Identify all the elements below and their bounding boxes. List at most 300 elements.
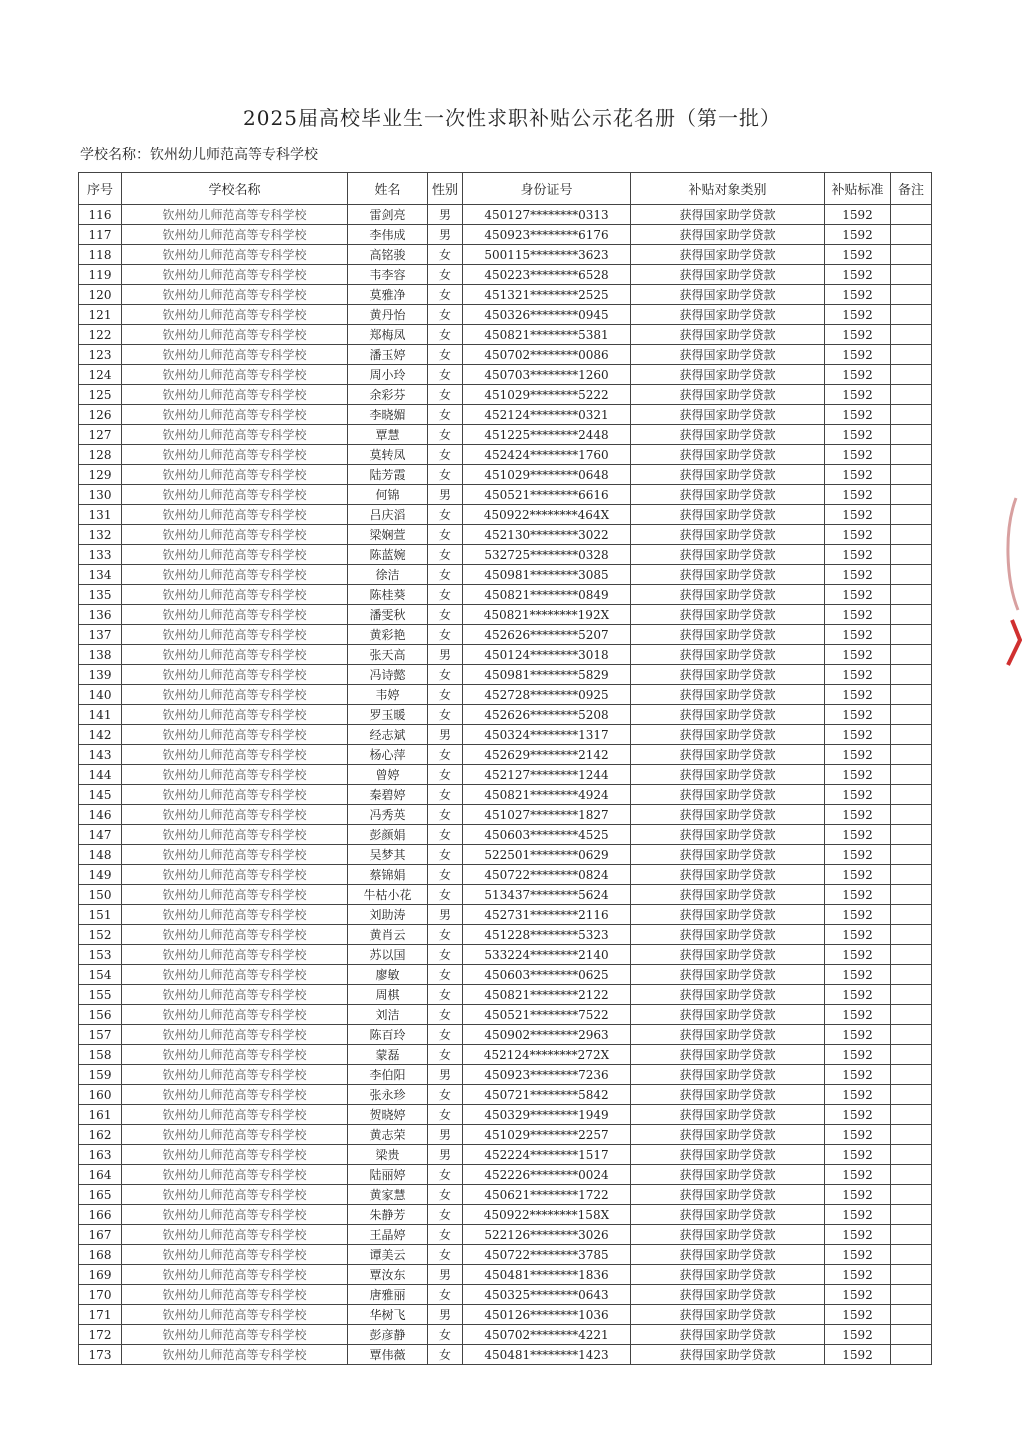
cell-remark bbox=[891, 485, 932, 505]
cell-remark bbox=[891, 1345, 932, 1365]
table-row bbox=[79, 945, 932, 965]
cell-standard: 1592 bbox=[825, 385, 891, 405]
cell-name: 贺晓婷 bbox=[348, 1105, 428, 1125]
cell-gender: 女 bbox=[428, 1165, 463, 1185]
cell-name: 杨心萍 bbox=[348, 745, 428, 765]
cell-id-number: 450821********2122 bbox=[463, 985, 631, 1005]
cell-index: 172 bbox=[79, 1325, 122, 1345]
table-row bbox=[79, 405, 932, 425]
cell-standard: 1592 bbox=[825, 465, 891, 485]
table-row bbox=[79, 1065, 932, 1085]
cell-category: 获得国家助学贷款 bbox=[631, 1185, 825, 1205]
cell-index: 167 bbox=[79, 1225, 122, 1245]
cell-remark bbox=[891, 1325, 932, 1345]
cell-gender: 女 bbox=[428, 1045, 463, 1065]
red-stamp-edge bbox=[996, 490, 1022, 670]
cell-remark bbox=[891, 705, 932, 725]
cell-standard: 1592 bbox=[825, 1245, 891, 1265]
cell-name: 黄志荣 bbox=[348, 1125, 428, 1145]
cell-id-number: 450481********1423 bbox=[463, 1345, 631, 1365]
cell-name: 黄彩艳 bbox=[348, 625, 428, 645]
cell-name: 彭彦静 bbox=[348, 1325, 428, 1345]
cell-name: 秦碧婷 bbox=[348, 785, 428, 805]
cell-name: 覃汝东 bbox=[348, 1265, 428, 1285]
cell-name: 苏以国 bbox=[348, 945, 428, 965]
cell-id-number: 450922********158X bbox=[463, 1205, 631, 1225]
table-row bbox=[79, 725, 932, 745]
cell-gender: 女 bbox=[428, 665, 463, 685]
cell-remark bbox=[891, 1285, 932, 1305]
cell-remark bbox=[891, 865, 932, 885]
document-title: 2025届高校毕业生一次性求职补贴公示花名册（第一批） bbox=[243, 106, 781, 130]
cell-id-number: 450923********7236 bbox=[463, 1065, 631, 1085]
cell-school: 钦州幼儿师范高等专科学校 bbox=[122, 205, 348, 225]
cell-name: 冯诗懿 bbox=[348, 665, 428, 685]
table-row bbox=[79, 825, 932, 845]
cell-name: 朱静芳 bbox=[348, 1205, 428, 1225]
cell-school: 钦州幼儿师范高等专科学校 bbox=[122, 685, 348, 705]
cell-school: 钦州幼儿师范高等专科学校 bbox=[122, 1285, 348, 1305]
cell-remark bbox=[891, 225, 932, 245]
cell-id-number: 452424********1760 bbox=[463, 445, 631, 465]
cell-name: 唐雅丽 bbox=[348, 1285, 428, 1305]
cell-remark bbox=[891, 665, 932, 685]
cell-school: 钦州幼儿师范高等专科学校 bbox=[122, 345, 348, 365]
cell-standard: 1592 bbox=[825, 1005, 891, 1025]
table-row bbox=[79, 745, 932, 765]
cell-id-number: 522126********3026 bbox=[463, 1225, 631, 1245]
cell-id-number: 450603********4525 bbox=[463, 825, 631, 845]
cell-school: 钦州幼儿师范高等专科学校 bbox=[122, 825, 348, 845]
cell-remark bbox=[891, 785, 932, 805]
cell-remark bbox=[891, 445, 932, 465]
cell-index: 146 bbox=[79, 805, 122, 825]
cell-school: 钦州幼儿师范高等专科学校 bbox=[122, 1085, 348, 1105]
cell-remark bbox=[891, 305, 932, 325]
cell-standard: 1592 bbox=[825, 325, 891, 345]
cell-name: 曾婷 bbox=[348, 765, 428, 785]
header-index: 序号 bbox=[79, 173, 122, 205]
cell-category: 获得国家助学贷款 bbox=[631, 805, 825, 825]
cell-category: 获得国家助学贷款 bbox=[631, 665, 825, 685]
cell-id-number: 450603********0625 bbox=[463, 965, 631, 985]
cell-school: 钦州幼儿师范高等专科学校 bbox=[122, 665, 348, 685]
table-row bbox=[79, 585, 932, 605]
cell-name: 余彩芬 bbox=[348, 385, 428, 405]
table-row bbox=[79, 445, 932, 465]
cell-gender: 女 bbox=[428, 565, 463, 585]
cell-index: 150 bbox=[79, 885, 122, 905]
cell-school: 钦州幼儿师范高等专科学校 bbox=[122, 1025, 348, 1045]
cell-gender: 女 bbox=[428, 1285, 463, 1305]
table-row bbox=[79, 205, 932, 225]
cell-name: 梁娴萱 bbox=[348, 525, 428, 545]
cell-index: 160 bbox=[79, 1085, 122, 1105]
cell-gender: 女 bbox=[428, 785, 463, 805]
cell-category: 获得国家助学贷款 bbox=[631, 1045, 825, 1065]
cell-id-number: 450902********2963 bbox=[463, 1025, 631, 1045]
header-gender: 性别 bbox=[428, 173, 463, 205]
cell-gender: 女 bbox=[428, 805, 463, 825]
header-category: 补贴对象类别 bbox=[631, 173, 825, 205]
cell-gender: 女 bbox=[428, 245, 463, 265]
cell-name: 华树飞 bbox=[348, 1305, 428, 1325]
cell-remark bbox=[891, 205, 932, 225]
cell-school: 钦州幼儿师范高等专科学校 bbox=[122, 1145, 348, 1165]
cell-school: 钦州幼儿师范高等专科学校 bbox=[122, 425, 348, 445]
cell-remark bbox=[891, 685, 932, 705]
cell-id-number: 500115********3623 bbox=[463, 245, 631, 265]
cell-index: 158 bbox=[79, 1045, 122, 1065]
cell-school: 钦州幼儿师范高等专科学校 bbox=[122, 245, 348, 265]
cell-gender: 女 bbox=[428, 265, 463, 285]
cell-index: 152 bbox=[79, 925, 122, 945]
cell-name: 高铭骏 bbox=[348, 245, 428, 265]
cell-index: 145 bbox=[79, 785, 122, 805]
table-row bbox=[79, 805, 932, 825]
cell-name: 谭美云 bbox=[348, 1245, 428, 1265]
cell-remark bbox=[891, 1105, 932, 1125]
cell-gender: 女 bbox=[428, 365, 463, 385]
cell-standard: 1592 bbox=[825, 505, 891, 525]
cell-gender: 男 bbox=[428, 485, 463, 505]
cell-name: 何锦 bbox=[348, 485, 428, 505]
cell-name: 雷剑亮 bbox=[348, 205, 428, 225]
cell-remark bbox=[891, 585, 932, 605]
cell-id-number: 451027********1827 bbox=[463, 805, 631, 825]
cell-standard: 1592 bbox=[825, 1025, 891, 1045]
cell-category: 获得国家助学贷款 bbox=[631, 925, 825, 945]
cell-standard: 1592 bbox=[825, 905, 891, 925]
cell-standard: 1592 bbox=[825, 545, 891, 565]
cell-school: 钦州幼儿师范高等专科学校 bbox=[122, 1245, 348, 1265]
cell-index: 132 bbox=[79, 525, 122, 545]
cell-gender: 女 bbox=[428, 325, 463, 345]
cell-category: 获得国家助学贷款 bbox=[631, 765, 825, 785]
cell-index: 126 bbox=[79, 405, 122, 425]
table-row bbox=[79, 385, 932, 405]
cell-id-number: 450126********1036 bbox=[463, 1305, 631, 1325]
cell-standard: 1592 bbox=[825, 665, 891, 685]
cell-gender: 女 bbox=[428, 705, 463, 725]
cell-remark bbox=[891, 1045, 932, 1065]
cell-remark bbox=[891, 1305, 932, 1325]
cell-id-number: 452728********0925 bbox=[463, 685, 631, 705]
cell-school: 钦州幼儿师范高等专科学校 bbox=[122, 845, 348, 865]
cell-index: 118 bbox=[79, 245, 122, 265]
cell-standard: 1592 bbox=[825, 585, 891, 605]
table-row bbox=[79, 505, 932, 525]
cell-index: 147 bbox=[79, 825, 122, 845]
header-school: 学校名称 bbox=[122, 173, 348, 205]
table-row bbox=[79, 525, 932, 545]
table-row bbox=[79, 605, 932, 625]
cell-gender: 男 bbox=[428, 205, 463, 225]
table-row bbox=[79, 245, 932, 265]
cell-id-number: 450821********5381 bbox=[463, 325, 631, 345]
cell-school: 钦州幼儿师范高等专科学校 bbox=[122, 525, 348, 545]
cell-index: 171 bbox=[79, 1305, 122, 1325]
cell-name: 黄家慧 bbox=[348, 1185, 428, 1205]
cell-school: 钦州幼儿师范高等专科学校 bbox=[122, 465, 348, 485]
cell-gender: 女 bbox=[428, 385, 463, 405]
cell-index: 153 bbox=[79, 945, 122, 965]
cell-standard: 1592 bbox=[825, 525, 891, 545]
cell-category: 获得国家助学贷款 bbox=[631, 965, 825, 985]
cell-category: 获得国家助学贷款 bbox=[631, 685, 825, 705]
cell-category: 获得国家助学贷款 bbox=[631, 1345, 825, 1365]
table-row bbox=[79, 1125, 932, 1145]
cell-school: 钦州幼儿师范高等专科学校 bbox=[122, 405, 348, 425]
cell-index: 128 bbox=[79, 445, 122, 465]
table-row bbox=[79, 345, 932, 365]
cell-remark bbox=[891, 905, 932, 925]
cell-category: 获得国家助学贷款 bbox=[631, 565, 825, 585]
table-row bbox=[79, 905, 932, 925]
cell-name: 陆丽婷 bbox=[348, 1165, 428, 1185]
table-row bbox=[79, 965, 932, 985]
cell-remark bbox=[891, 385, 932, 405]
cell-id-number: 451228********5323 bbox=[463, 925, 631, 945]
cell-name: 潘雯秋 bbox=[348, 605, 428, 625]
cell-category: 获得国家助学贷款 bbox=[631, 365, 825, 385]
cell-standard: 1592 bbox=[825, 885, 891, 905]
cell-category: 获得国家助学贷款 bbox=[631, 605, 825, 625]
cell-remark bbox=[891, 325, 932, 345]
cell-remark bbox=[891, 1165, 932, 1185]
cell-school: 钦州幼儿师范高等专科学校 bbox=[122, 1185, 348, 1205]
cell-name: 李晓媚 bbox=[348, 405, 428, 425]
cell-index: 148 bbox=[79, 845, 122, 865]
cell-standard: 1592 bbox=[825, 305, 891, 325]
cell-standard: 1592 bbox=[825, 285, 891, 305]
cell-remark bbox=[891, 765, 932, 785]
cell-school: 钦州幼儿师范高等专科学校 bbox=[122, 545, 348, 565]
cell-school: 钦州幼儿师范高等专科学校 bbox=[122, 265, 348, 285]
cell-id-number: 450702********4221 bbox=[463, 1325, 631, 1345]
cell-id-number: 451029********2257 bbox=[463, 1125, 631, 1145]
cell-name: 梁贵 bbox=[348, 1145, 428, 1165]
cell-category: 获得国家助学贷款 bbox=[631, 385, 825, 405]
cell-standard: 1592 bbox=[825, 805, 891, 825]
cell-standard: 1592 bbox=[825, 705, 891, 725]
cell-gender: 女 bbox=[428, 965, 463, 985]
cell-standard: 1592 bbox=[825, 1225, 891, 1245]
cell-name: 冯秀英 bbox=[348, 805, 428, 825]
table-row bbox=[79, 485, 932, 505]
cell-category: 获得国家助学贷款 bbox=[631, 985, 825, 1005]
cell-gender: 女 bbox=[428, 285, 463, 305]
cell-name: 周小玲 bbox=[348, 365, 428, 385]
cell-standard: 1592 bbox=[825, 365, 891, 385]
cell-index: 134 bbox=[79, 565, 122, 585]
cell-gender: 男 bbox=[428, 645, 463, 665]
cell-category: 获得国家助学贷款 bbox=[631, 1025, 825, 1045]
cell-gender: 女 bbox=[428, 625, 463, 645]
cell-index: 164 bbox=[79, 1165, 122, 1185]
cell-category: 获得国家助学贷款 bbox=[631, 425, 825, 445]
cell-category: 获得国家助学贷款 bbox=[631, 1325, 825, 1345]
cell-standard: 1592 bbox=[825, 845, 891, 865]
cell-id-number: 513437********5624 bbox=[463, 885, 631, 905]
cell-category: 获得国家助学贷款 bbox=[631, 405, 825, 425]
table-row bbox=[79, 1345, 932, 1365]
cell-index: 121 bbox=[79, 305, 122, 325]
cell-remark bbox=[891, 745, 932, 765]
cell-id-number: 450821********192X bbox=[463, 605, 631, 625]
cell-standard: 1592 bbox=[825, 225, 891, 245]
cell-remark bbox=[891, 1125, 932, 1145]
table-row bbox=[79, 765, 932, 785]
cell-name: 蔡锦娟 bbox=[348, 865, 428, 885]
cell-id-number: 452127********1244 bbox=[463, 765, 631, 785]
cell-remark bbox=[891, 1185, 932, 1205]
cell-id-number: 450722********3785 bbox=[463, 1245, 631, 1265]
cell-school: 钦州幼儿师范高等专科学校 bbox=[122, 785, 348, 805]
cell-id-number: 450326********0945 bbox=[463, 305, 631, 325]
header-standard: 补贴标准 bbox=[825, 173, 891, 205]
cell-school: 钦州幼儿师范高等专科学校 bbox=[122, 365, 348, 385]
cell-gender: 女 bbox=[428, 685, 463, 705]
cell-category: 获得国家助学贷款 bbox=[631, 1225, 825, 1245]
table-row bbox=[79, 1105, 932, 1125]
cell-category: 获得国家助学贷款 bbox=[631, 585, 825, 605]
cell-id-number: 450703********1260 bbox=[463, 365, 631, 385]
cell-remark bbox=[891, 845, 932, 865]
cell-name: 覃慧 bbox=[348, 425, 428, 445]
cell-name: 刘助涛 bbox=[348, 905, 428, 925]
cell-school: 钦州幼儿师范高等专科学校 bbox=[122, 565, 348, 585]
table-row bbox=[79, 925, 932, 945]
cell-gender: 女 bbox=[428, 465, 463, 485]
cell-id-number: 533224********2140 bbox=[463, 945, 631, 965]
cell-remark bbox=[891, 545, 932, 565]
cell-school: 钦州幼儿师范高等专科学校 bbox=[122, 985, 348, 1005]
table-row bbox=[79, 1045, 932, 1065]
cell-standard: 1592 bbox=[825, 765, 891, 785]
cell-index: 123 bbox=[79, 345, 122, 365]
cell-remark bbox=[891, 825, 932, 845]
cell-category: 获得国家助学贷款 bbox=[631, 945, 825, 965]
cell-remark bbox=[891, 625, 932, 645]
cell-remark bbox=[891, 245, 932, 265]
table-row bbox=[79, 1185, 932, 1205]
cell-standard: 1592 bbox=[825, 965, 891, 985]
table-row bbox=[79, 1265, 932, 1285]
cell-gender: 女 bbox=[428, 865, 463, 885]
cell-category: 获得国家助学贷款 bbox=[631, 1005, 825, 1025]
cell-gender: 男 bbox=[428, 1145, 463, 1165]
cell-school: 钦州幼儿师范高等专科学校 bbox=[122, 1005, 348, 1025]
cell-index: 140 bbox=[79, 685, 122, 705]
cell-name: 罗玉暖 bbox=[348, 705, 428, 725]
cell-id-number: 450621********1722 bbox=[463, 1185, 631, 1205]
cell-standard: 1592 bbox=[825, 945, 891, 965]
table-row bbox=[79, 625, 932, 645]
cell-gender: 女 bbox=[428, 605, 463, 625]
cell-name: 陆芳霞 bbox=[348, 465, 428, 485]
cell-category: 获得国家助学贷款 bbox=[631, 545, 825, 565]
cell-index: 135 bbox=[79, 585, 122, 605]
table-row bbox=[79, 985, 932, 1005]
cell-index: 170 bbox=[79, 1285, 122, 1305]
cell-school: 钦州幼儿师范高等专科学校 bbox=[122, 1325, 348, 1345]
cell-gender: 女 bbox=[428, 1325, 463, 1345]
table-row bbox=[79, 465, 932, 485]
cell-index: 169 bbox=[79, 1265, 122, 1285]
table-row bbox=[79, 305, 932, 325]
cell-standard: 1592 bbox=[825, 1325, 891, 1345]
cell-name: 王晶婷 bbox=[348, 1225, 428, 1245]
cell-standard: 1592 bbox=[825, 1305, 891, 1325]
cell-standard: 1592 bbox=[825, 1165, 891, 1185]
cell-gender: 男 bbox=[428, 1125, 463, 1145]
cell-gender: 女 bbox=[428, 1225, 463, 1245]
table-row bbox=[79, 1225, 932, 1245]
cell-gender: 女 bbox=[428, 985, 463, 1005]
cell-category: 获得国家助学贷款 bbox=[631, 645, 825, 665]
cell-category: 获得国家助学贷款 bbox=[631, 905, 825, 925]
cell-index: 127 bbox=[79, 425, 122, 445]
cell-gender: 女 bbox=[428, 305, 463, 325]
cell-category: 获得国家助学贷款 bbox=[631, 345, 825, 365]
table-row bbox=[79, 285, 932, 305]
cell-standard: 1592 bbox=[825, 565, 891, 585]
cell-index: 141 bbox=[79, 705, 122, 725]
cell-id-number: 451321********2525 bbox=[463, 285, 631, 305]
cell-standard: 1592 bbox=[825, 1145, 891, 1165]
table-row bbox=[79, 425, 932, 445]
cell-category: 获得国家助学贷款 bbox=[631, 1305, 825, 1325]
cell-category: 获得国家助学贷款 bbox=[631, 625, 825, 645]
cell-name: 李伯阳 bbox=[348, 1065, 428, 1085]
cell-remark bbox=[891, 605, 932, 625]
cell-category: 获得国家助学贷款 bbox=[631, 305, 825, 325]
cell-school: 钦州幼儿师范高等专科学校 bbox=[122, 625, 348, 645]
cell-gender: 男 bbox=[428, 1065, 463, 1085]
cell-remark bbox=[891, 1245, 932, 1265]
cell-school: 钦州幼儿师范高等专科学校 bbox=[122, 1345, 348, 1365]
cell-name: 黄肖云 bbox=[348, 925, 428, 945]
cell-gender: 女 bbox=[428, 545, 463, 565]
cell-name: 蒙磊 bbox=[348, 1045, 428, 1065]
cell-name: 廖敏 bbox=[348, 965, 428, 985]
cell-school: 钦州幼儿师范高等专科学校 bbox=[122, 805, 348, 825]
cell-name: 莫转凤 bbox=[348, 445, 428, 465]
table-row bbox=[79, 1205, 932, 1225]
cell-gender: 女 bbox=[428, 925, 463, 945]
cell-gender: 女 bbox=[428, 1205, 463, 1225]
cell-id-number: 452626********5207 bbox=[463, 625, 631, 645]
cell-gender: 男 bbox=[428, 225, 463, 245]
cell-standard: 1592 bbox=[825, 925, 891, 945]
cell-standard: 1592 bbox=[825, 1105, 891, 1125]
cell-standard: 1592 bbox=[825, 1065, 891, 1085]
table-row bbox=[79, 1085, 932, 1105]
cell-category: 获得国家助学贷款 bbox=[631, 485, 825, 505]
table-row bbox=[79, 645, 932, 665]
cell-category: 获得国家助学贷款 bbox=[631, 1245, 825, 1265]
cell-school: 钦州幼儿师范高等专科学校 bbox=[122, 705, 348, 725]
cell-category: 获得国家助学贷款 bbox=[631, 885, 825, 905]
cell-index: 138 bbox=[79, 645, 122, 665]
cell-school: 钦州幼儿师范高等专科学校 bbox=[122, 1265, 348, 1285]
cell-id-number: 450981********3085 bbox=[463, 565, 631, 585]
cell-school: 钦州幼儿师范高等专科学校 bbox=[122, 725, 348, 745]
table-row bbox=[79, 1025, 932, 1045]
cell-standard: 1592 bbox=[825, 485, 891, 505]
cell-index: 130 bbox=[79, 485, 122, 505]
